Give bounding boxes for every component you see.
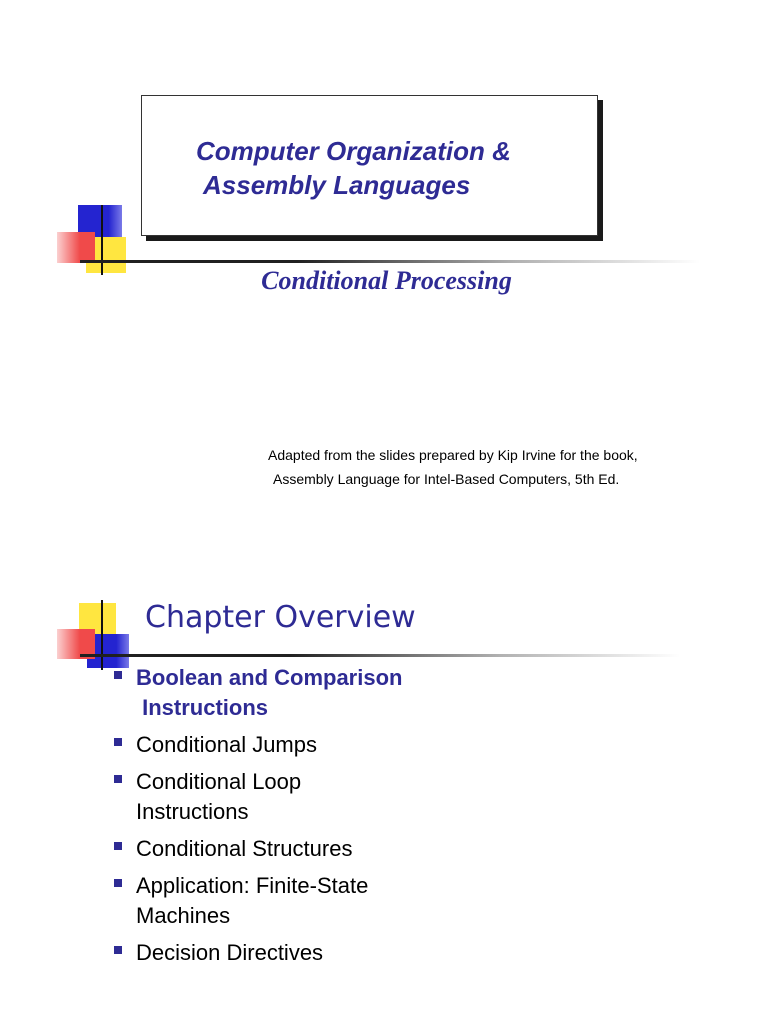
list-item-line-1: Conditional Loop — [136, 769, 302, 794]
bullet-square-icon — [114, 775, 122, 783]
bullet-square-icon — [114, 842, 122, 850]
title-rule — [80, 260, 700, 263]
list-item-line-2: Instructions — [136, 695, 269, 720]
list-item — [112, 834, 532, 864]
decorative-vertical-line — [101, 205, 103, 275]
list-item-line-1: Application: Finite-State — [136, 873, 369, 898]
list-item — [112, 938, 532, 968]
overview-bullet-list — [112, 663, 532, 975]
list-item-line-1: Decision Directives — [136, 940, 324, 965]
chapter-overview-title: Chapter Overview — [145, 600, 416, 635]
decorative-vertical-line — [101, 600, 103, 670]
bullet-square-icon — [114, 738, 122, 746]
credit-line-1: Adapted from the slides prepared by Kip Irvine for the book, — [268, 447, 638, 463]
bullet-square-icon — [114, 946, 122, 954]
credit-line-2: Assembly Language for Intel-Based Computers, 5th Ed. — [273, 471, 620, 487]
list-item — [112, 663, 532, 723]
slide-subtitle: Conditional Processing — [261, 266, 512, 295]
bullet-square-icon — [114, 671, 122, 679]
bullet-square-icon — [114, 879, 122, 887]
list-item-line-2: Machines — [136, 903, 231, 928]
list-item-line-2: Instructions — [136, 799, 249, 824]
list-item — [112, 730, 532, 760]
red-square — [57, 232, 95, 263]
slide-title-line-1: Computer Organization & — [196, 136, 511, 166]
slide-title-line-2: Assembly Languages — [203, 170, 471, 200]
list-item — [112, 871, 532, 931]
list-item-line-1: Conditional Structures — [136, 836, 353, 861]
title-rule — [80, 654, 680, 657]
list-item-line-1: Boolean and Comparison — [136, 665, 403, 690]
list-item — [112, 767, 532, 827]
list-item-line-1: Conditional Jumps — [136, 732, 317, 757]
